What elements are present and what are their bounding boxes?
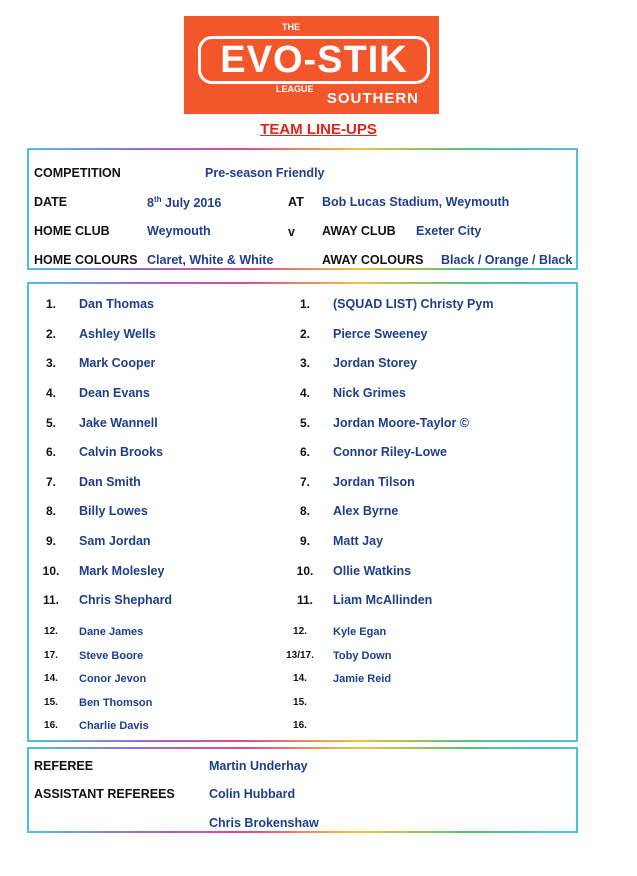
date-value: 8th July 2016 (147, 195, 222, 211)
away-sub-player-number: 16. (293, 720, 307, 731)
assistant-referee-2: Chris Brokenshaw (209, 816, 319, 830)
home-player-name: Billy Lowes (79, 504, 148, 518)
away-sub-player-number: 15. (293, 697, 307, 708)
home-player-name: Jake Wannell (79, 416, 158, 430)
away-club-value: Exeter City (416, 224, 482, 238)
home-sub-player-number: 12. (44, 626, 58, 637)
home-club-label: HOME CLUB (34, 224, 110, 238)
home-player-number: 9. (45, 534, 56, 548)
away-player-name: Nick Grimes (333, 386, 406, 400)
home-sub-player-name: Ben Thomson (79, 697, 153, 709)
away-player-number: 4. (299, 386, 310, 400)
logo-the-text: THE (282, 22, 300, 32)
away-colours-label: AWAY COLOURS (322, 253, 424, 267)
home-player-name: Dan Thomas (79, 297, 155, 311)
away-player-name: Ollie Watkins (333, 564, 412, 578)
away-player-name: Liam McAllinden (333, 593, 433, 607)
away-player-number: 11. (296, 593, 314, 607)
referee-value: Martin Underhay (209, 759, 308, 773)
home-colours-label: HOME COLOURS (34, 253, 138, 267)
home-player-name: Calvin Brooks (79, 445, 164, 459)
away-player-number: 10. (296, 564, 314, 578)
home-player-number: 2. (45, 327, 56, 341)
away-player-name: Pierce Sweeney (333, 327, 428, 341)
home-player-name: Ashley Wells (79, 327, 156, 341)
home-player-number: 5. (45, 416, 56, 430)
away-sub-player-name: Kyle Egan (333, 626, 387, 638)
home-player-name: Mark Cooper (79, 356, 156, 370)
away-sub-player-number: 12. (293, 626, 307, 637)
assistant-referees-label: ASSISTANT REFEREES (34, 787, 175, 801)
away-sub-player-number: 14. (293, 673, 307, 684)
venue-value: Bob Lucas Stadium, Weymouth (322, 195, 510, 209)
away-player-name: (SQUAD LIST) Christy Pym (333, 297, 494, 311)
logo-league-text: LEAGUE (276, 84, 314, 94)
home-player-name: Mark Molesley (79, 564, 165, 578)
home-sub-player-name: Conor Jevon (79, 673, 147, 685)
home-player-name: Sam Jordan (79, 534, 151, 548)
away-player-name: Jordan Storey (333, 356, 418, 370)
away-player-number: 5. (299, 416, 310, 430)
at-label: AT (288, 195, 304, 209)
away-player-number: 9. (299, 534, 310, 548)
home-sub-player-number: 15. (44, 697, 58, 708)
home-sub-player-number: 16. (44, 720, 58, 731)
away-player-name: Jordan Moore-Taylor © (333, 416, 470, 430)
date-label: DATE (34, 195, 68, 209)
home-player-name: Chris Shephard (79, 593, 173, 607)
away-club-label: AWAY CLUB (322, 224, 396, 238)
assistant-referee-1: Colin Hubbard (209, 787, 296, 801)
home-sub-player-name: Dane James (79, 626, 144, 638)
home-player-number: 6. (45, 445, 56, 459)
home-sub-player-name: Steve Boore (79, 650, 144, 662)
away-colours-value: Black / Orange / Black (441, 253, 573, 267)
away-sub-player-number: 13/17. (286, 650, 314, 661)
home-player-number: 4. (45, 386, 56, 400)
home-club-value: Weymouth (147, 224, 211, 238)
home-player-number: 11. (42, 593, 60, 607)
away-player-name: Jordan Tilson (333, 475, 415, 489)
away-player-number: 3. (299, 356, 310, 370)
home-player-number: 10. (42, 564, 60, 578)
home-player-number: 8. (45, 504, 56, 518)
home-sub-player-name: Charlie Davis (79, 720, 149, 732)
home-sub-player-number: 14. (44, 673, 58, 684)
away-player-number: 7. (299, 475, 310, 489)
home-player-number: 7. (45, 475, 56, 489)
versus-text: v (288, 225, 295, 239)
referee-label: REFEREE (34, 759, 94, 773)
home-player-number: 1. (45, 297, 56, 311)
away-sub-player-name: Jamie Reid (333, 673, 392, 685)
evo-stik-league-logo (184, 16, 439, 114)
away-player-name: Alex Byrne (333, 504, 399, 518)
away-player-number: 1. (299, 297, 310, 311)
away-player-name: Connor Riley-Lowe (333, 445, 447, 459)
home-sub-player-number: 17. (44, 650, 58, 661)
home-colours-value: Claret, White & White (147, 253, 274, 267)
away-player-number: 8. (299, 504, 310, 518)
competition-label: COMPETITION (34, 166, 121, 180)
logo-sub-text: SOUTHERN (326, 90, 419, 107)
page-title: TEAM LINE-UPS (260, 121, 377, 138)
home-player-number: 3. (45, 356, 56, 370)
away-player-number: 2. (299, 327, 310, 341)
home-player-name: Dean Evans (79, 386, 150, 400)
competition-value: Pre-season Friendly (205, 166, 325, 180)
away-player-number: 6. (299, 445, 310, 459)
home-player-name: Dan Smith (79, 475, 141, 489)
away-sub-player-name: Toby Down (333, 650, 392, 662)
away-player-name: Matt Jay (333, 534, 384, 548)
logo-main-text: EVO-STIK (198, 36, 430, 84)
